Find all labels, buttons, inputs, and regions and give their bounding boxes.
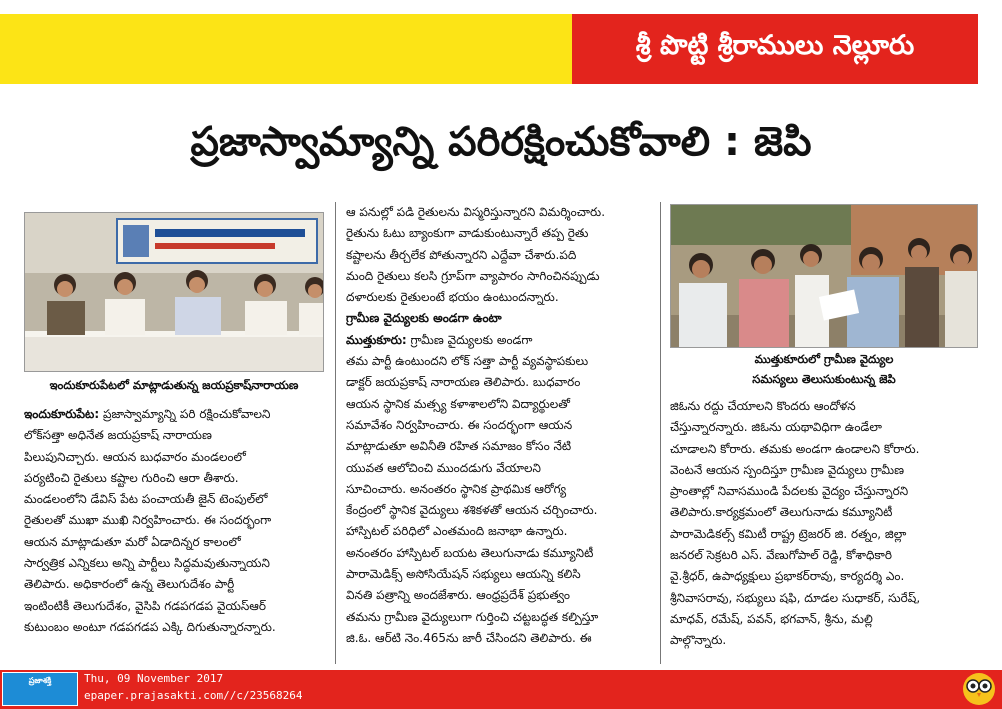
article-line: కష్టాలను తీర్చలేక పోతున్నారని ఎద్దేవా చేశారు.పది — [346, 247, 577, 262]
article-line: డాక్టర్ జయప్రకాష్ నారాయణ తెలిపారు. బుధవారం — [346, 375, 581, 390]
article-line: ఆయన మాట్లాడుతూ మరో ఏడాదిన్నర కాలంలో — [24, 534, 241, 549]
article-line: తమ పార్టీ ఉంటుందని లోక్ సత్తా పార్టీ వ్యవస్థాపకులు — [346, 354, 589, 369]
article-text: గ్రామీణ వైద్యులకు అండగా — [406, 332, 533, 347]
article-line: శ్రీనివాసరావు, సభ్యులు షఫి, దూడల సుధాకర్, సురేష్, — [670, 590, 921, 605]
article-line: పారామెడికల్స్ కమిటీ రాష్ట్ర ట్రెజరర్ జి. రత్నం, జిల్లా — [670, 526, 907, 541]
epaper-url[interactable]: epaper.prajasakti.com//c/23568264 — [84, 689, 303, 702]
article-photo-meeting — [24, 212, 324, 372]
article-line: అనంతరం హాస్పిటల్ బయట తెలుగునాడు కమ్యూనిటీ — [346, 545, 594, 560]
article-column-1 — [24, 404, 324, 666]
article-line: ప్రాంతాల్లో నివాసముండి పేదలకు వైద్యం చేస్తున్నారని — [670, 484, 909, 499]
article-column-2 — [346, 202, 650, 666]
article-line: మండలంలోని డేవిస్ పేట పంచాయతీ జైన్ టెంపుల్‌లో — [24, 492, 268, 507]
article-line: లోక్‌సత్తా అధినేత జయప్రకాష్ నారాయణ — [24, 428, 212, 443]
article-line: పాల్గొన్నారు. — [670, 633, 727, 648]
article-headline: ప్రజాస్వామ్యాన్ని పరిరక్షించుకోవాలి : జెపి — [190, 119, 812, 165]
article-line: జిఓను రద్దు చేయాలని కొందరు ఆందోళన — [670, 399, 856, 413]
article-line: రైతును ఓటు బ్యాంకుగా వాడుకుంటున్నారే తప్ప రైతు — [346, 226, 589, 241]
article-line: ఆ పనుల్లో పడి రైతులను విస్మరిస్తున్నారని విమర్శించారు. — [346, 205, 606, 219]
article-photo-doctors — [670, 204, 978, 348]
owl-icon[interactable] — [962, 672, 996, 706]
article-line: మాధవ్, రమేష్, పవన్, భగవాన్, శ్రీను, మల్లి — [670, 611, 873, 626]
article-line: రైతులతో ముఖా ముఖి నిర్వహించారు. ఈ సందర్భంగా — [24, 513, 272, 528]
article-line: జి.ఓ. ఆర్‌టి నెం.465ను జారీ చేసిందని తెలిపారు. ఈ — [346, 630, 592, 645]
photo-doctors-illustration — [671, 205, 978, 348]
article-line — [24, 404, 324, 425]
article-line: హాస్పిటల్ పరిధిలో ఎంతమంది జనాభా ఉన్నారు. — [346, 524, 568, 539]
article-line: ఆయన స్థానిక మత్స్య కళాశాలలోని విద్యార్థులతో — [346, 396, 570, 411]
article-line — [346, 330, 650, 351]
article-line: వెంటనే ఆయన స్పందిస్తూ గ్రామీణ వైద్యులు గ్రామీణ — [670, 462, 905, 477]
masthead-yellow-band — [0, 14, 572, 84]
article-subhead: గ్రామీణ వైద్యులకు అండగా ఉంటా — [346, 311, 502, 326]
article-line: కుటుంబం అంటూ గడపగడప ఎక్కి దిగుతున్నారన్నారు. — [24, 619, 276, 634]
prajasakti-logo[interactable]: ప్రజాశక్తి — [2, 672, 78, 706]
column-rule — [660, 202, 661, 664]
article-line: యువత ఆలోచించి ముందడుగు వేయాలని — [346, 460, 541, 475]
article-line: సార్వత్రిక ఎన్నికలు అన్ని పార్టీలు సిద్ధమవుతున్నాయని — [24, 556, 270, 571]
article-line: సూచించారు. అనంతరం స్థానిక ప్రాథమిక ఆరోగ్య — [346, 481, 567, 496]
masthead-bar — [0, 14, 1002, 84]
article-line: మంది రైతులు కలసి గ్రూప్‌గా వ్యాపారం సాగించినప్పుడు — [346, 268, 600, 283]
dateline: ఇందుకూరుపేట: — [24, 407, 100, 421]
article-line: పిలుపునిచ్చారు. ఆయన బుధవారం మండలంలో — [24, 449, 246, 464]
article-line: చేస్తున్నారన్నారు. జిఓను యథావిధిగా ఉండేలా — [670, 420, 882, 435]
photo-meeting-illustration — [25, 213, 324, 372]
article-column-3 — [670, 396, 978, 666]
article-line: పర్యటించి రైతులు కష్టాల గురించి ఆరా తీశారు. — [24, 470, 239, 485]
article-line: మాట్లాడుతూ అవినీతి రహిత సమాజం కోసం నేటి — [346, 439, 572, 454]
epaper-footer — [0, 670, 1002, 709]
article-line: కేంద్రంలో స్థానిక వైద్యులు శశికళతో ఆయన చర్చించారు. — [346, 503, 598, 518]
article-line: జనరల్ సెక్రటరి ఎస్. వేణుగోపాల్ రెడ్డి, కోశాధికారి — [670, 548, 892, 563]
photo-caption-line: ముత్తుకూరులో గ్రామీణ వైద్యుల — [754, 352, 894, 366]
article-line: ఇంటింటికీ తెలుగుదేశం, వైసిపి గడపగడప వైయస్‌ఆర్ — [24, 598, 266, 613]
dateline: ముత్తుకూరు: — [346, 332, 407, 347]
photo-caption-line: సమస్యలు తెలుసుకుంటున్న జెపి — [752, 372, 896, 386]
article-line: దళారులకు రైతులంటే భయం ఉంటుందన్నారు. — [346, 290, 559, 305]
article-line: పారామెడిక్స్ అసోసియేషన్ సభ్యులు ఆయన్ని కలిసి — [346, 567, 581, 582]
photo-caption: ఇందుకూరుపేటలో మాట్లాడుతున్న జయప్రకాష్‌నారాయణ — [49, 378, 299, 392]
section-title: శ్రీ పొట్టి శ్రీరాములు నెల్లూరు — [572, 14, 978, 84]
edition-date: Thu, 09 November 2017 — [84, 672, 224, 685]
column-rule — [335, 202, 336, 664]
article-text: ప్రజాస్వామ్యాన్ని పరి రక్షించుకోవాలని — [99, 407, 271, 421]
masthead-gap — [978, 14, 1002, 84]
article-line: తమను గ్రామీణ వైద్యులుగా గుర్తించి చట్టబద్ధత కల్పిస్తూ — [346, 609, 599, 624]
article-line: వినతి పత్రాన్ని అందజేశారు. ఆంధ్రప్రదేశ్ ప్రభుత్వం — [346, 588, 570, 603]
article-line: సమావేశం నిర్వహించారు. ఈ సందర్భంగా ఆయన — [346, 417, 573, 432]
article-line: తెలిపారు. అధికారంలో ఉన్న తెలుగుదేశం పార్టీ — [24, 577, 235, 592]
article-line: చూడాలని కోరారు. తమకు అండగా ఉండాలని కోరారు. — [670, 441, 920, 456]
article-line: తెలిపారు.కార్యక్రమంలో తెలుగునాడు కమ్యూనిటీ — [670, 505, 893, 520]
article-line: వై.శ్రీధర్, ఉపాధ్యక్షులు ప్రభాకర్‌రావు, కార్యదర్శి ఎం. — [670, 569, 905, 584]
